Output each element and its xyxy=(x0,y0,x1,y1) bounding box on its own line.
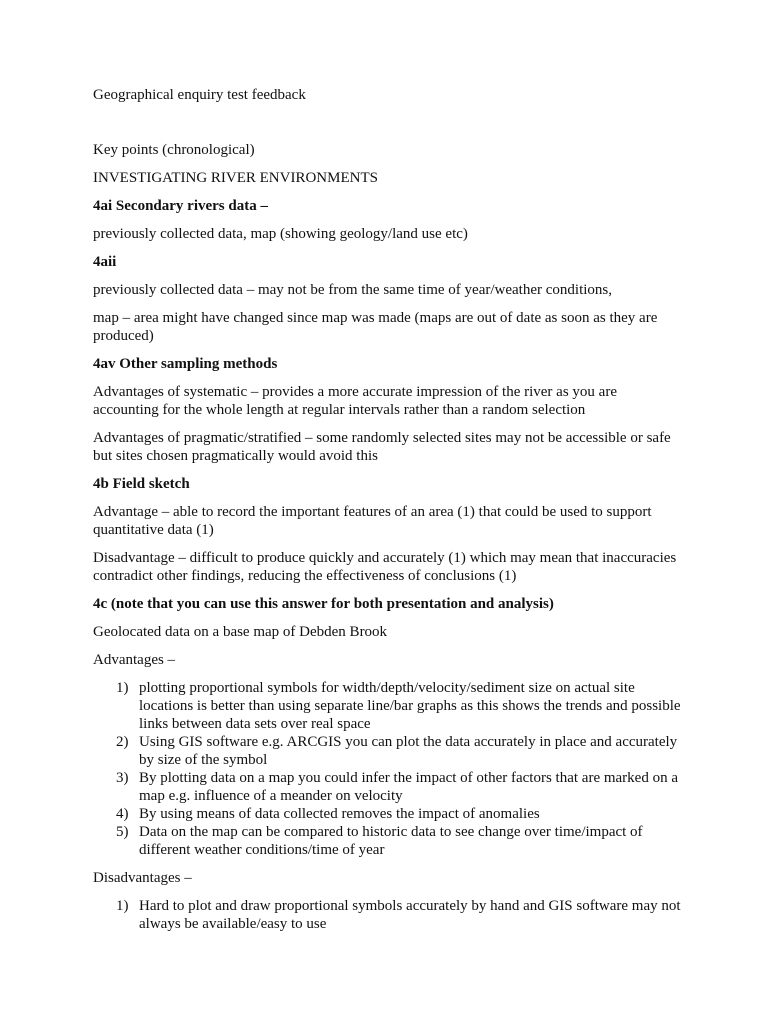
document-body xyxy=(93,86,683,933)
key-points-heading: Key points (chronological) xyxy=(93,142,255,158)
section-title: INVESTIGATING RIVER ENVIRONMENTS xyxy=(93,170,378,186)
paragraph-4ai: previously collected data, map (showing geology/land use etc) xyxy=(93,226,468,242)
disadvantages-list xyxy=(93,897,683,933)
list-item-text: Using GIS software e.g. ARCGIS you can plot the data accurately in place and accurately by size of the symbol xyxy=(139,734,678,768)
list-number: 1) xyxy=(116,680,129,696)
list-number: 5) xyxy=(116,824,129,840)
document-title: Geographical enquiry test feedback xyxy=(93,87,306,103)
paragraph-4av-systematic: Advantages of systematic – provides a more accurate impression of the river as you are accounting for the whole length at regular intervals rather than a random selection xyxy=(93,384,617,418)
list-item-text: Data on the map can be compared to historic data to see change over time/impact of different weather conditions/time of year xyxy=(139,824,643,858)
heading-4aii: 4aii xyxy=(93,254,117,270)
paragraph-4aii-data: previously collected data – may not be from the same time of year/weather conditions, xyxy=(93,282,612,298)
advantages-label: Advantages – xyxy=(93,652,176,668)
disadvantages-label: Disadvantages – xyxy=(93,870,192,886)
list-item xyxy=(93,897,683,933)
list-item xyxy=(93,679,683,733)
list-number: 1) xyxy=(116,898,129,914)
list-item-text: Hard to plot and draw proportional symbols accurately by hand and GIS software may not always be available/easy to use xyxy=(139,898,681,932)
heading-4c: 4c (note that you can use this answer for both presentation and analysis) xyxy=(93,596,554,612)
list-item xyxy=(93,805,683,823)
list-number: 4) xyxy=(116,806,129,822)
paragraph-4av-pragmatic: Advantages of pragmatic/stratified – some randomly selected sites may not be accessible or safe but sites chosen pragmatically would avoid this xyxy=(93,430,671,464)
list-number: 3) xyxy=(116,770,129,786)
paragraph-4b-advantage: Advantage – able to record the important features of an area (1) that could be used to support quantitative data (1) xyxy=(93,504,652,538)
list-item xyxy=(93,769,683,805)
advantages-list xyxy=(93,679,683,859)
list-item-text: By using means of data collected removes the impact of anomalies xyxy=(139,806,540,822)
list-number: 2) xyxy=(116,734,129,750)
heading-4av: 4av Other sampling methods xyxy=(93,356,278,372)
paragraph-4c: Geolocated data on a base map of Debden Brook xyxy=(93,624,388,640)
list-item-text: By plotting data on a map you could infer the impact of other factors that are marked on a map e.g. influence of a meander on velocity xyxy=(139,770,678,804)
paragraph-4b-disadvantage: Disadvantage – difficult to produce quickly and accurately (1) which may mean that inaccuracies contradict other findings, reducing the effectiveness of conclusions (1) xyxy=(93,550,677,584)
paragraph-4aii-map: map – area might have changed since map was made (maps are out of date as soon as they are produced) xyxy=(93,310,658,344)
list-item-text: plotting proportional symbols for width/depth/velocity/sediment size on actual site locations is better than using separate line/bar graphs as this shows the trends and possible links between data sets over real space xyxy=(139,680,681,732)
heading-4b: 4b Field sketch xyxy=(93,476,190,492)
heading-4ai: 4ai Secondary rivers data – xyxy=(93,198,268,214)
list-item xyxy=(93,823,683,859)
list-item xyxy=(93,733,683,769)
